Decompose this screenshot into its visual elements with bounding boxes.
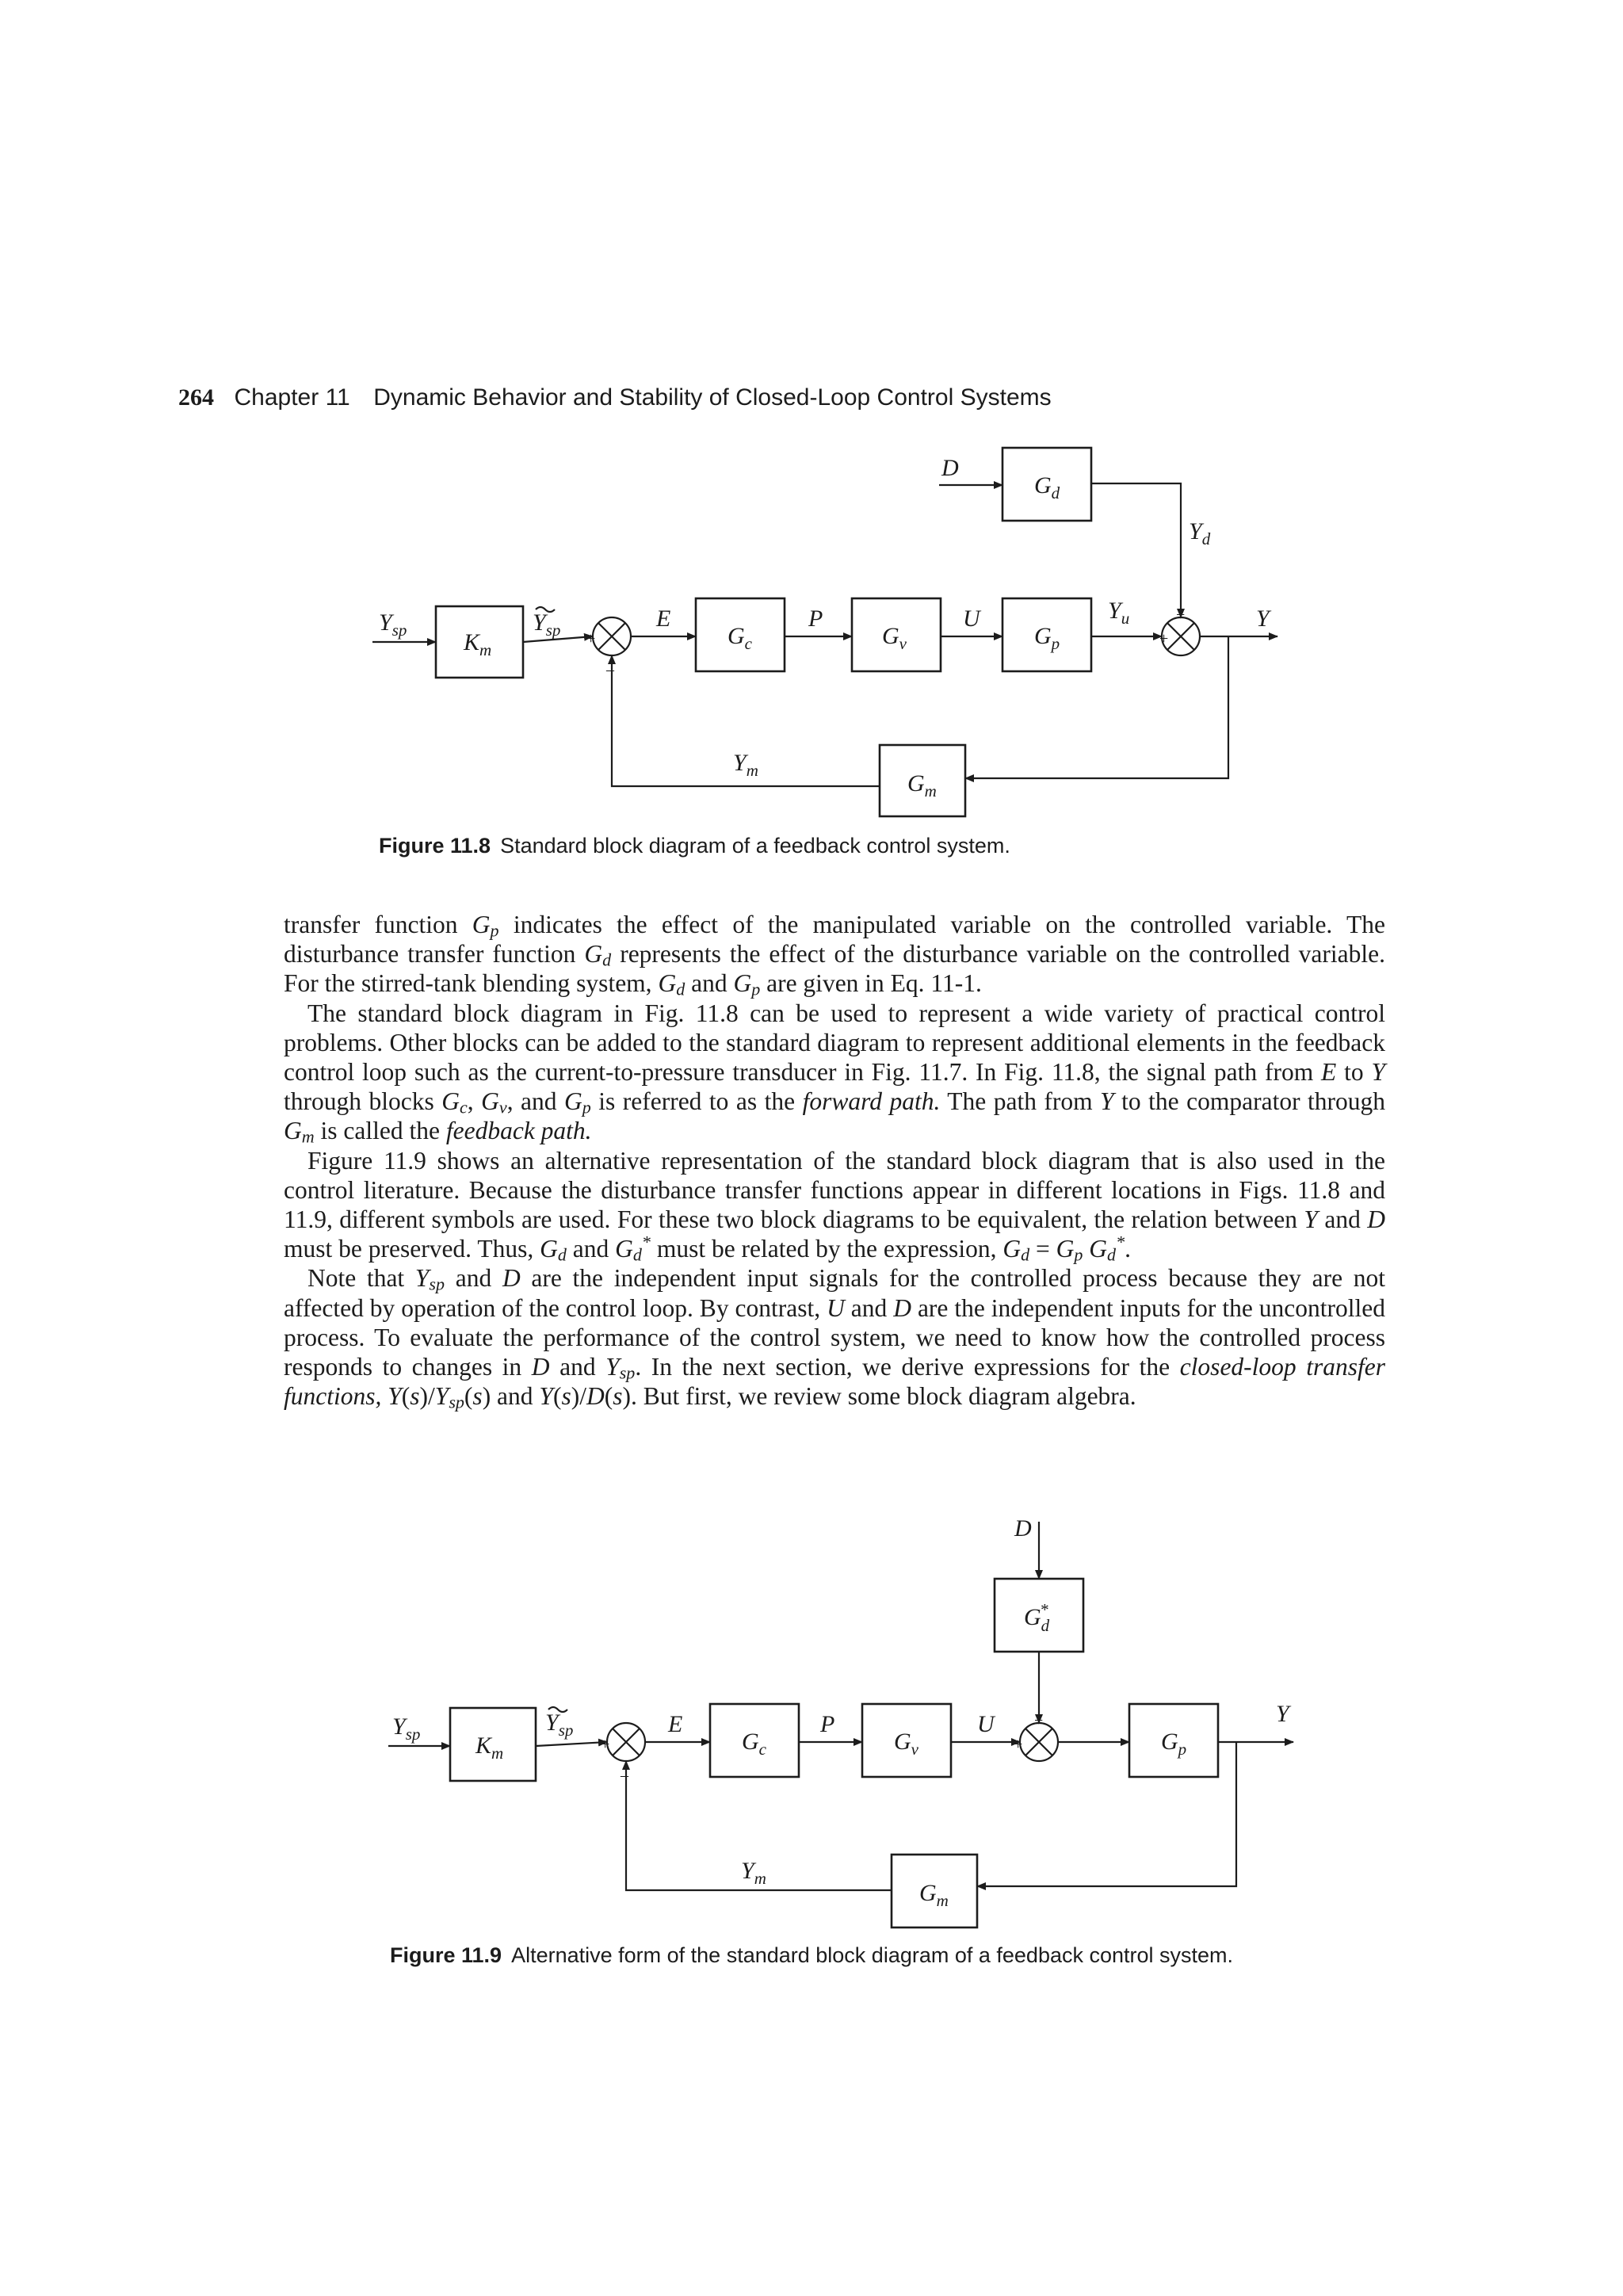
block-gv [852, 598, 941, 671]
svg-text:Gd: $G_d$ [1034, 472, 1060, 502]
svg-text:+: + [1176, 606, 1186, 624]
chapter-label: Chapter 11 [234, 384, 350, 411]
block-km [436, 606, 523, 678]
label-u: U [977, 1711, 995, 1737]
label-yd: $Y_d$ [1189, 518, 1211, 548]
disturbance-summing-junction [1014, 1712, 1058, 1761]
chapter-title: Dynamic Behavior and Stability of Closed-Loop Control Systems [373, 384, 1052, 411]
comparator-junction [586, 617, 631, 678]
svg-text:Gp: $G_p$ [1034, 623, 1060, 653]
paragraph: Figure 11.9 shows an alternative representation of the standard block diagram that is also used in the control literature. Because the disturbance transfer functions appear in different locations in Figs. 11.8 and 11.9, different symbols are used. For these two block diagrams to be equivalent, the relation between Y and D must be preserved. Thus, $G_d$ and $G_d^*$ must be related by the expression, $G_d = G_p$ $G_d^*$. [284, 1146, 1385, 1265]
label-ysp-tilde: $Y_{sp}$ [533, 609, 561, 640]
label-ym: $Y_m$ [741, 1858, 766, 1888]
comparator-junction [601, 1723, 645, 1784]
block-gv [862, 1704, 951, 1777]
svg-text:Gm: $G_m$ [919, 1880, 949, 1910]
label-ysp-tilde: $Y_{sp}$ [545, 1710, 574, 1740]
label-u: U [963, 606, 980, 632]
caption-text: Alternative form of the standard block diagram of a feedback control system. [511, 1943, 1234, 1967]
figure-11-8-caption [379, 834, 1010, 858]
label-y: Y [1276, 1701, 1289, 1727]
body-text [284, 910, 1385, 1411]
paragraph: Note that $Y_{sp}$ and D are the independent input signals for the controlled process because they are not affected by operation of the control loop. By contrast, U and D are the independent inputs for the uncontrolled process. To evaluate the performance of the control system, we need to know how the controlled process responds to changes in D and $Y_{sp}$. In the next section, we derive expressions for the closed-loop transfer functions, $Y(s)/Y_{sp}(s)$ and Y(s)/D(s). But first, we review some block diagram algebra. [284, 1264, 1386, 1412]
block-gd [1002, 448, 1091, 521]
label-ysp: $Y_{sp}$ [379, 609, 407, 640]
block-gm [892, 1855, 977, 1927]
svg-text:Km: $K_m$ [475, 1733, 504, 1763]
svg-text:Km: $K_m$ [464, 629, 492, 659]
output-summing-junction [1159, 606, 1200, 655]
figure-11-9-caption [390, 1943, 1233, 1968]
block-gd-star [995, 1579, 1083, 1652]
svg-text:–: – [621, 1767, 628, 1784]
svg-text:Gv: $G_v$ [894, 1729, 918, 1759]
page-header [178, 384, 1052, 411]
label-e: E [656, 606, 671, 632]
label-d: D [941, 455, 959, 481]
label-yu: $Y_u$ [1108, 598, 1130, 628]
block-gc [710, 1704, 799, 1777]
block-gp [1002, 598, 1091, 671]
svg-text:Gm: $G_m$ [907, 770, 937, 800]
label-ysp: $Y_{sp}$ [392, 1713, 421, 1744]
svg-text:+: + [586, 630, 596, 648]
label-e: E [668, 1711, 683, 1737]
paragraph: The standard block diagram in Fig. 11.8 can be used to represent a wide variety of practical control problems. Other blocks can be added to the standard diagram to represent additional elements in the feedback control loop such as the current-to-pressure transducer in Fig. 11.7. In Fig. 11.8, the signal path from E to Y through blocks $G_c$, $G_v$, and $G_p$ is referred to as the forward path. The path from Y to the comparator through $G_m$ is called the feedback path. [284, 999, 1386, 1147]
label-ym: $Y_m$ [733, 750, 758, 780]
svg-text:Gp: $G_p$ [1161, 1729, 1187, 1759]
label-y: Y [1256, 606, 1270, 632]
page-number: 264 [178, 384, 214, 411]
svg-text:Gd*: $G_d*$ [1024, 1600, 1050, 1635]
caption-label: Figure 11.9 [390, 1943, 502, 1967]
block-km [450, 1708, 536, 1781]
caption-text: Standard block diagram of a feedback control system. [500, 834, 1010, 858]
label-p: P [820, 1711, 835, 1737]
block-gc [696, 598, 785, 671]
svg-text:Gc: $G_c$ [727, 623, 752, 653]
svg-text:–: – [606, 661, 614, 678]
paragraph: transfer function $G_p$ indicates the effect of the manipulated variable on the controlled variable. The disturbance transfer function $G_d$ represents the effect of the disturbance variable on the controlled variable. For the stirred-tank blending system, $G_d$ and $G_p$ are given in Eq. 11-1. [284, 911, 1386, 999]
label-d: D [1014, 1515, 1032, 1541]
svg-text:+: + [1034, 1712, 1044, 1729]
block-gm [880, 745, 965, 816]
svg-text:Gc: $G_c$ [742, 1729, 766, 1759]
svg-text:+: + [1014, 1736, 1023, 1753]
figure-11-8-diagram [0, 428, 1623, 840]
svg-text:Gv: $G_v$ [882, 623, 907, 653]
label-p: P [808, 606, 823, 632]
svg-text:+: + [1159, 630, 1169, 648]
block-gp [1129, 1704, 1218, 1777]
svg-text:+: + [601, 1736, 610, 1753]
figure-11-9-diagram [0, 1498, 1623, 1910]
caption-label: Figure 11.8 [379, 834, 491, 858]
